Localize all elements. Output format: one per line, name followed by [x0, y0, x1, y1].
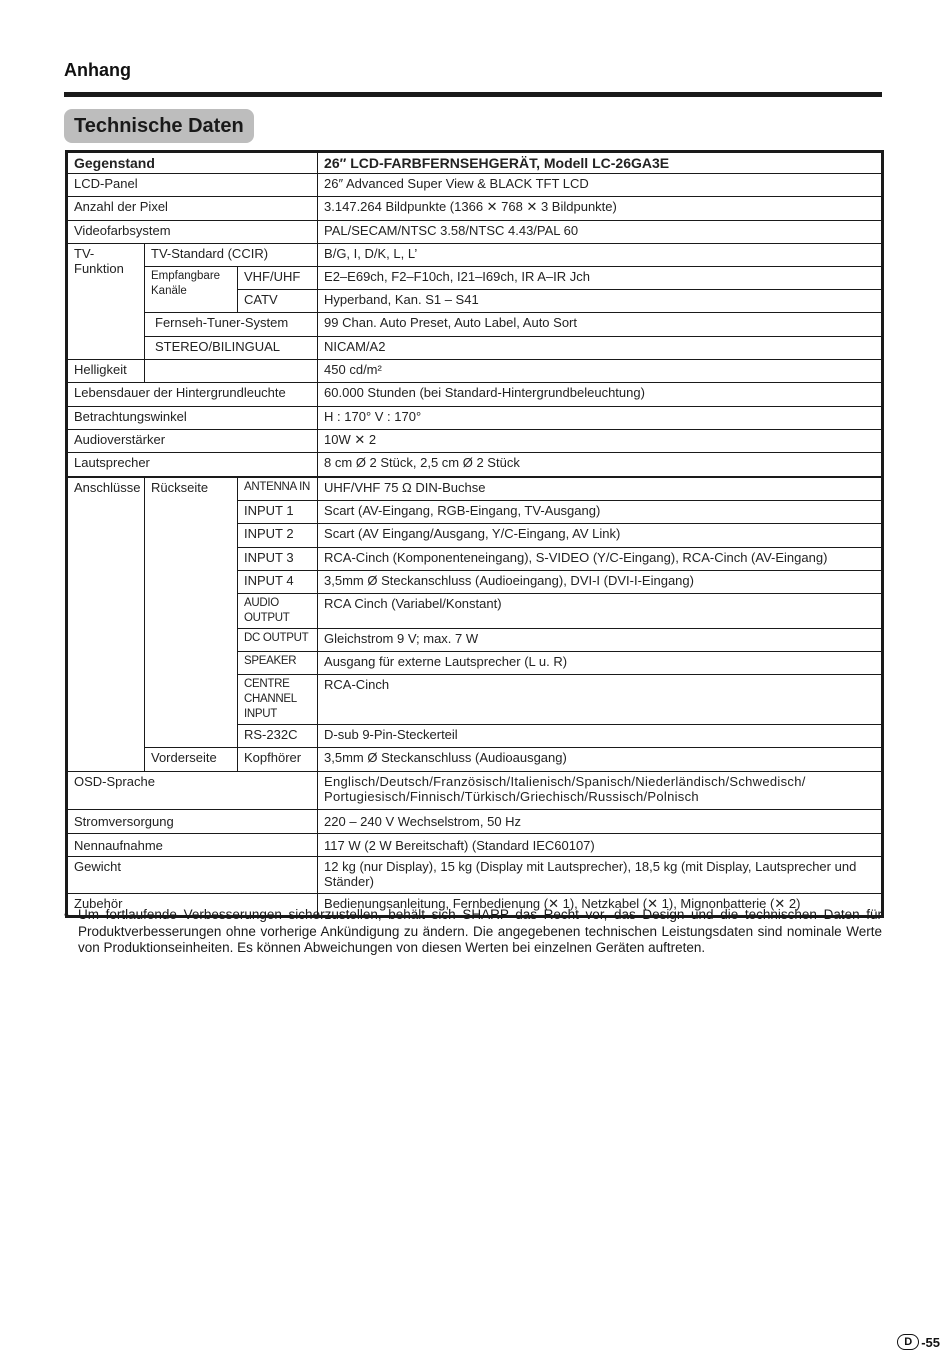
port-name: CENTRE CHANNEL INPUT [238, 675, 318, 725]
header-rule [64, 92, 882, 97]
row-label: Lautsprecher [67, 453, 318, 477]
port-name: Kopfhörer [238, 748, 318, 772]
table-row [67, 810, 883, 834]
row-value: Hyperband, Kan. S1 – S41 [318, 290, 883, 313]
table-row [67, 197, 883, 221]
port-name: INPUT 3 [238, 548, 318, 571]
channels-label: Empfangbare Kanäle [145, 267, 238, 313]
table-row [67, 772, 883, 810]
row-value: 60.000 Stunden (bei Standard-Hintergrundbeleuchtung) [318, 383, 883, 407]
table-row [67, 267, 883, 290]
row-value: 99 Chan. Auto Preset, Auto Label, Auto Sort [318, 313, 883, 337]
row-value: Bedienungsanleitung, Fernbedienung (✕ 1), Netzkabel (✕ 1), Mignonbatterie (✕ 2) [318, 894, 883, 917]
table-row [67, 174, 883, 197]
row-value: 220 – 240 V Wechselstrom, 50 Hz [318, 810, 883, 834]
table-row [67, 834, 883, 857]
table-row [67, 477, 883, 501]
port-name: INPUT 2 [238, 524, 318, 548]
table-row [67, 313, 883, 337]
row-value: PAL/SECAM/NTSC 3.58/NTSC 4.43/PAL 60 [318, 221, 883, 244]
row-value: 26″ Advanced Super View & BLACK TFT LCD [318, 174, 883, 197]
row-label: Gewicht [67, 857, 318, 894]
row-value: 3.147.264 Bildpunkte (1366 ✕ 768 ✕ 3 Bildpunkte) [318, 197, 883, 221]
port-value: RCA-Cinch [318, 675, 883, 725]
connections-label: Anschlüsse [67, 477, 145, 772]
port-value: RCA Cinch (Variabel/Konstant) [318, 594, 883, 629]
table-row [67, 748, 883, 772]
row-label: Betrachtungswinkel [67, 407, 318, 430]
table-row [67, 360, 883, 383]
row-label: VHF/UHF [238, 267, 318, 290]
row-label: Lebensdauer der Hintergrundleuchte [67, 383, 318, 407]
row-value: 450 cd/m² [318, 360, 883, 383]
port-name: ANTENNA IN [238, 477, 318, 501]
table-row [67, 407, 883, 430]
footnote [64, 907, 882, 957]
row-value: 117 W (2 W Bereitschaft) (Standard IEC60107) [318, 834, 883, 857]
row-value: Englisch/Deutsch/Französisch/Italienisch/Spanisch/Niederländisch/Schwedisch/ Portugiesisch/Finnisch/Türkisch/Griechisch/Russisch/Polnisch [318, 772, 883, 810]
row-label: CATV [238, 290, 318, 313]
table-row [67, 221, 883, 244]
row-label: Helligkeit [67, 360, 145, 383]
row-label: Fernseh-Tuner-System [145, 313, 318, 337]
table-row [67, 337, 883, 360]
port-value: Ausgang für externe Lautsprecher (L u. R) [318, 652, 883, 675]
spec-table [65, 150, 884, 918]
row-value: 8 cm Ø 2 Stück, 2,5 cm Ø 2 Stück [318, 453, 883, 477]
port-value: UHF/VHF 75 Ω DIN-Buchse [318, 477, 883, 501]
header-item: Gegenstand [67, 152, 318, 174]
port-name: RS-232C [238, 725, 318, 748]
row-label: OSD-Sprache [67, 772, 318, 810]
page-number-text: -55 [921, 1334, 940, 1350]
section-title: Anhang [64, 60, 131, 80]
table-row [67, 857, 883, 894]
table-row [67, 453, 883, 477]
table-row [67, 244, 883, 267]
row-label: LCD-Panel [67, 174, 318, 197]
row-label: Videofarbsystem [67, 221, 318, 244]
row-label: Anzahl der Pixel [67, 197, 318, 221]
header-model: 26″ LCD-FARBFERNSEHGERÄT, Modell LC-26GA3E [318, 152, 883, 174]
row-value: E2–E69ch, F2–F10ch, I21–I69ch, IR A–IR Jch [318, 267, 883, 290]
row-value: H : 170° V : 170° [318, 407, 883, 430]
language-badge: D [897, 1334, 919, 1350]
port-value: 3,5mm Ø Steckanschluss (Audioausgang) [318, 748, 883, 772]
empty-cell [145, 360, 318, 383]
page-title: Technische Daten [64, 109, 254, 143]
row-value: 10W ✕ 2 [318, 430, 883, 453]
rear-label: Rückseite [145, 477, 238, 748]
port-value: Scart (AV Eingang/Ausgang, Y/C-Eingang, AV Link) [318, 524, 883, 548]
row-label: Nennaufnahme [67, 834, 318, 857]
port-name: INPUT 1 [238, 501, 318, 524]
port-name: DC OUTPUT [238, 629, 318, 652]
row-label: Zubehör [67, 894, 318, 917]
port-name: AUDIO OUTPUT [238, 594, 318, 629]
row-value: NICAM/A2 [318, 337, 883, 360]
page-number [897, 1334, 940, 1350]
row-label: Audioverstärker [67, 430, 318, 453]
port-value: D-sub 9-Pin-Steckerteil [318, 725, 883, 748]
tv-function-label: TV-Funktion [67, 244, 145, 360]
row-label: STEREO/BILINGUAL [145, 337, 318, 360]
row-value: B/G, I, D/K, L, L’ [318, 244, 883, 267]
table-row [67, 430, 883, 453]
table-row [67, 383, 883, 407]
row-label: TV-Standard (CCIR) [145, 244, 318, 267]
row-label: Stromversorgung [67, 810, 318, 834]
table-header-row [67, 152, 883, 174]
row-value: 12 kg (nur Display), 15 kg (Display mit Lautsprecher), 18,5 kg (mit Display, Lautsprecher und Ständer) [318, 857, 883, 894]
port-value: 3,5mm Ø Steckanschluss (Audioeingang), DVI-I (DVI-I-Eingang) [318, 571, 883, 594]
port-value: Gleichstrom 9 V; max. 7 W [318, 629, 883, 652]
footnote-text: Um fortlaufende Verbesserungen sicherzustellen, behält sich SHARP das Recht vor, das Design und die technischen Daten für Produktverbesserungen ohne vorherige Ankündigung zu ändern. Die angegebenen technischen Leistungsdaten sind nominale Werte von Produktionseinheiten. Es können Abweichungen von diesen Werten bei einzelnen Geräten auftreten. [78, 907, 882, 955]
bullet: • [64, 907, 69, 922]
port-value: RCA-Cinch (Komponenteneingang), S-VIDEO (Y/C-Eingang), RCA-Cinch (AV-Eingang) [318, 548, 883, 571]
front-label: Vorderseite [145, 748, 238, 772]
port-value: Scart (AV-Eingang, RGB-Eingang, TV-Ausgang) [318, 501, 883, 524]
port-name: INPUT 4 [238, 571, 318, 594]
port-name: SPEAKER [238, 652, 318, 675]
